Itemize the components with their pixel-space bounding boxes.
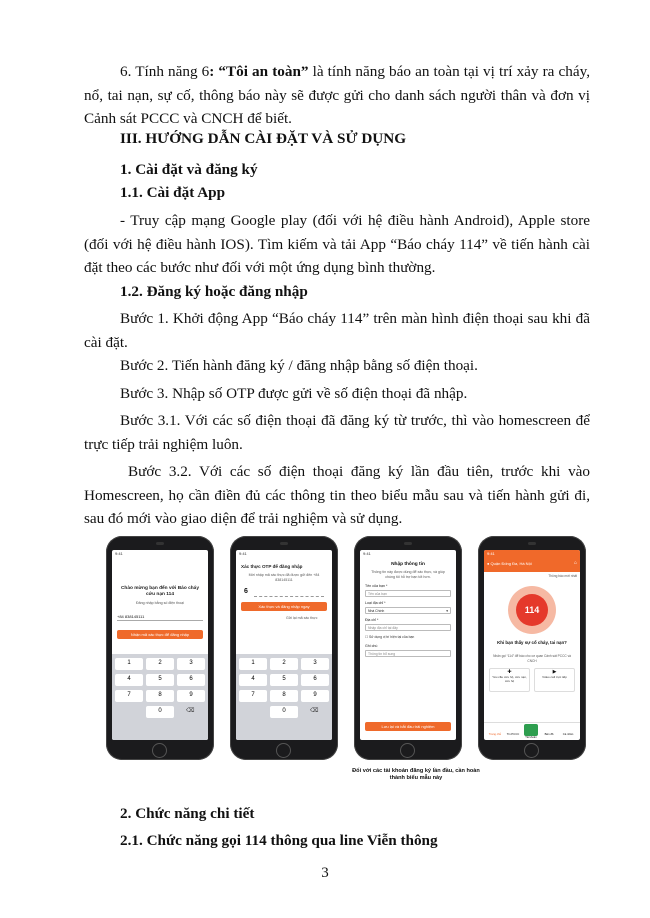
status-time: 9:41 bbox=[115, 551, 123, 556]
key-4[interactable]: 4 bbox=[115, 674, 143, 686]
welcome-title: Chào mừng bạn đến với Báo cháy cứu nạn 114 bbox=[120, 586, 200, 597]
key-0[interactable]: 0 bbox=[270, 706, 298, 718]
phone-otp bbox=[230, 536, 338, 760]
form-title: Nhập thông tin bbox=[391, 562, 425, 567]
rescue-icon: ✚ bbox=[507, 669, 512, 675]
screen-info-form bbox=[360, 550, 456, 740]
status-time: 9:41 bbox=[487, 551, 495, 556]
address-type-select[interactable] bbox=[365, 607, 451, 614]
paragraph-feature-6 bbox=[84, 60, 590, 131]
bottom-nav bbox=[484, 722, 580, 740]
paragraph-step-1: Bước 1. Khởi động App “Báo cháy 114” trên màn hình điện thoại sau khi đã cài đặt. bbox=[84, 310, 590, 351]
resend-otp-link[interactable]: Gửi lại mã xác thực bbox=[286, 616, 318, 620]
address-type-label: Loại địa chỉ * bbox=[365, 601, 386, 605]
otp-title: Xác thực OTP để đăng nhập bbox=[241, 564, 303, 569]
verify-login-button[interactable]: Xác thực và đăng nhập ngay bbox=[241, 602, 327, 611]
home-hint: Nhấn gọi “114” để báo cho cơ quan Cảnh sát PCCC và CNCH bbox=[493, 654, 571, 663]
phone-number-input[interactable]: +84 838145111 bbox=[117, 612, 203, 621]
figure-caption: Đối với các tài khoản đăng ký lần đầu, cần hoàn thành biểu mẫu này bbox=[352, 768, 480, 781]
key-9[interactable]: 9 bbox=[301, 690, 329, 702]
phone-login bbox=[106, 536, 214, 760]
heading-2-1: 2.1. Chức năng gọi 114 thông qua line Viễn thông bbox=[120, 832, 438, 849]
feature6-text: là tính năng báo an toàn tại vị trí xảy ra cháy, nổ, tai nạn, sự cố, thông báo này sẽ được gửi cho danh sách người thân và đơn vị Cảnh sát PCCC và CNCH để biết. bbox=[84, 63, 591, 127]
nav-home[interactable]: Trang chủ bbox=[488, 732, 502, 736]
otp-slots[interactable] bbox=[254, 596, 324, 597]
screen-otp bbox=[236, 550, 332, 740]
feature6-title: : “Tôi an toàn” bbox=[209, 63, 309, 80]
nav-account[interactable]: Tài khoản bbox=[525, 736, 537, 739]
current-location-checkbox[interactable] bbox=[365, 635, 414, 639]
status-time: 9:41 bbox=[239, 551, 247, 556]
key-7[interactable]: 7 bbox=[239, 690, 267, 702]
latest-notice[interactable]: Thông báo mới nhất bbox=[548, 574, 577, 578]
nav-profile[interactable]: Cá nhân bbox=[562, 732, 574, 736]
address-field[interactable]: Nhập địa chỉ tại đây bbox=[365, 624, 451, 631]
heading-1: 1. Cài đặt và đăng ký bbox=[120, 161, 258, 178]
feature6-label: 6. Tính năng 6 bbox=[120, 63, 210, 80]
phone-home bbox=[478, 536, 586, 760]
chevron-down-icon: ▾ bbox=[446, 609, 448, 613]
bell-icon[interactable]: ⌂ bbox=[573, 560, 577, 566]
video-card-label: Video call trực tiếp bbox=[542, 675, 567, 679]
paragraph-step-3-2: Bước 3.2. Với các số điện thoại đăng ký lần đầu tiên, trước khi vào Homescreen, họ cần điền đủ các thông tin theo biểu mẫu sau và tiến hành gửi đi, sau đó mới vào giao diện để trải nghiệm và sử dụng. bbox=[84, 463, 590, 527]
location-pin-icon: ● bbox=[487, 561, 490, 566]
paragraph-install: - Truy cập mạng Google play (đối với hệ điều hành Android), Apple store (đối với hệ điều hành IOS). Tìm kiếm và tải App “Báo cháy 114” về tiến hành cài đặt theo các bước như đối với một ứng dụng bình thường. bbox=[84, 212, 590, 276]
home-question: Khi bạn thấy sự cố cháy, tai nạn? bbox=[497, 640, 567, 645]
heading-1-2: 1.2. Đăng ký hoặc đăng nhập bbox=[120, 283, 308, 300]
backspace-icon[interactable]: ⌫ bbox=[310, 708, 319, 714]
nav-center-button[interactable] bbox=[524, 724, 538, 736]
note-label: Ghi chú bbox=[365, 644, 378, 648]
backspace-icon[interactable]: ⌫ bbox=[186, 708, 195, 714]
key-1[interactable]: 1 bbox=[239, 658, 267, 670]
key-8[interactable]: 8 bbox=[270, 690, 298, 702]
home-header bbox=[484, 550, 580, 572]
key-5[interactable]: 5 bbox=[146, 674, 174, 686]
key-9[interactable]: 9 bbox=[177, 690, 205, 702]
address-type-value: Nhà Chính bbox=[368, 609, 385, 613]
request-otp-button[interactable]: Nhận mã xác thực để đăng nhập bbox=[117, 630, 203, 639]
numeric-keypad bbox=[236, 654, 332, 740]
status-time: 9:41 bbox=[363, 551, 371, 556]
paragraph-step-3-1: Bước 3.1. Với các số điện thoại đã đăng ký từ trước, thì vào homescreen để trực tiếp trải nghiệm luôn. bbox=[84, 412, 590, 453]
video-call-card[interactable] bbox=[534, 668, 575, 692]
save-start-button[interactable]: Lưu lại và bắt đầu trải nghiệm bbox=[365, 722, 451, 731]
key-1[interactable]: 1 bbox=[115, 658, 143, 670]
note-field[interactable]: Thông tin bổ sung bbox=[365, 650, 451, 657]
phone-info-form bbox=[354, 536, 462, 760]
checkbox-label: Sử dụng vị trí hiện tại của bạn bbox=[369, 635, 415, 639]
key-3[interactable]: 3 bbox=[301, 658, 329, 670]
key-6[interactable]: 6 bbox=[177, 674, 205, 686]
otp-subtitle: Mời nhập mã xác thực đã được gửi đến +84 838145111 bbox=[248, 573, 320, 582]
paragraph-step-3: Bước 3. Nhập số OTP được gửi về số điện thoại đã nhập. bbox=[120, 385, 468, 402]
screen-login bbox=[112, 550, 208, 740]
key-8[interactable]: 8 bbox=[146, 690, 174, 702]
heading-section-3: III. HƯỚNG DẪN CÀI ĐẶT VÀ SỬ DỤNG bbox=[120, 130, 407, 147]
nav-map[interactable]: Bản đồ bbox=[544, 732, 554, 736]
address-label: Địa chỉ * bbox=[365, 618, 379, 622]
location-label[interactable] bbox=[487, 561, 532, 566]
otp-digit-1[interactable]: 6 bbox=[244, 588, 248, 595]
key-2[interactable]: 2 bbox=[270, 658, 298, 670]
form-subtitle: Thông tin này được dùng để xác thực, và giúp chúng tôi hỗ trợ bạn tốt hơn. bbox=[371, 570, 445, 579]
screen-home bbox=[484, 550, 580, 740]
video-icon: ▶ bbox=[552, 669, 557, 675]
name-label: Tên của bạn * bbox=[365, 584, 388, 588]
key-2[interactable]: 2 bbox=[146, 658, 174, 670]
checkbox-icon: ☐ bbox=[365, 635, 369, 639]
heading-2: 2. Chức năng chi tiết bbox=[120, 805, 255, 822]
key-6[interactable]: 6 bbox=[301, 674, 329, 686]
key-3[interactable]: 3 bbox=[177, 658, 205, 670]
call-114-button[interactable]: 114 bbox=[516, 594, 548, 626]
paragraph-step-2: Bước 2. Tiến hành đăng ký / đăng nhập bằng số điện thoại. bbox=[120, 357, 478, 374]
numeric-keypad bbox=[112, 654, 208, 740]
nav-news[interactable]: Tin PCCC bbox=[506, 732, 520, 736]
name-field[interactable]: Tên của bạn bbox=[365, 590, 451, 597]
heading-1-1: 1.1. Cài đặt App bbox=[120, 184, 226, 201]
key-7[interactable]: 7 bbox=[115, 690, 143, 702]
key-0[interactable]: 0 bbox=[146, 706, 174, 718]
key-5[interactable]: 5 bbox=[270, 674, 298, 686]
key-4[interactable]: 4 bbox=[239, 674, 267, 686]
page-number: 3 bbox=[321, 865, 329, 881]
rescue-card-label: Yêu cầu cứu hộ, cứu nạn, cứu hộ bbox=[492, 675, 527, 683]
location-text: Quận Đống Đa, Hà Nội bbox=[490, 561, 532, 566]
rescue-request-card[interactable] bbox=[489, 668, 530, 692]
login-subtitle: Đăng nhập bằng số điện thoại bbox=[136, 601, 184, 605]
